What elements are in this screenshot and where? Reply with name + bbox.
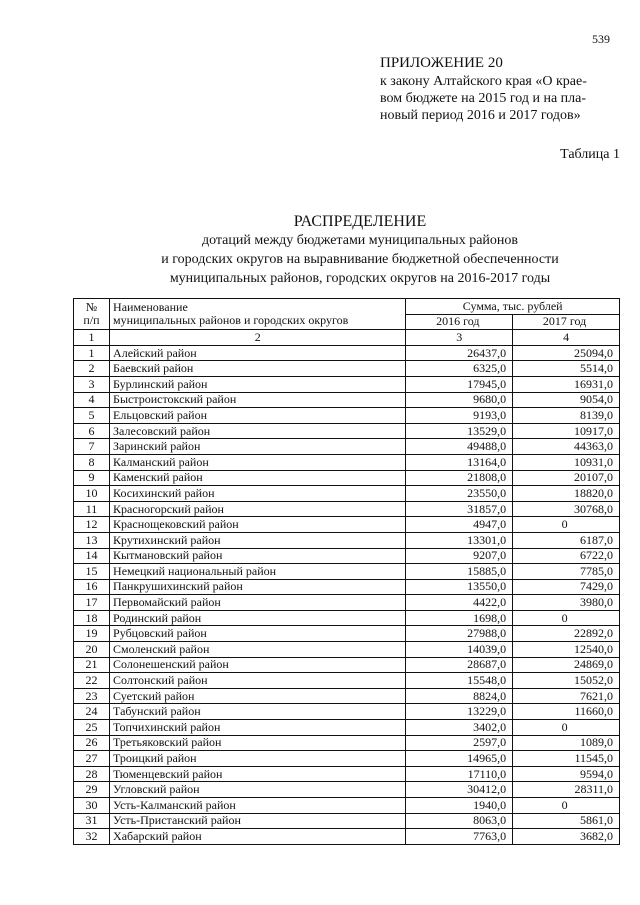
row-number: 5: [74, 408, 110, 424]
row-number: 24: [74, 704, 110, 720]
row-district-name: Первомайский район: [110, 595, 406, 611]
row-district-name: Залесовский район: [110, 423, 406, 439]
appendix-heading: ПРИЛОЖЕНИЕ 20: [380, 55, 503, 71]
row-value-2017: 9054,0: [513, 392, 620, 408]
row-value-2016: 6325,0: [406, 361, 513, 377]
row-number: 13: [74, 532, 110, 548]
row-value-2016: 28687,0: [406, 657, 513, 673]
header-sum: Сумма, тыс. рублей: [406, 299, 620, 315]
row-value-2017: 24869,0: [513, 657, 620, 673]
row-value-2016: 4947,0: [406, 517, 513, 533]
row-value-2016: 13550,0: [406, 579, 513, 595]
row-district-name: Кытмановский район: [110, 548, 406, 564]
row-number: 8: [74, 454, 110, 470]
row-district-name: Усть-Калманский район: [110, 798, 406, 814]
row-value-2017: 44363,0: [513, 439, 620, 455]
column-numbers-row: [74, 330, 620, 346]
row-value-2017: 0: [513, 798, 620, 814]
title-line: муниципальных районов, городских округов на 2016-2017 годы: [169, 271, 551, 286]
row-value-2017: 5861,0: [513, 813, 620, 829]
row-value-2016: 9207,0: [406, 548, 513, 564]
header-year-2016: 2016 год: [406, 314, 513, 330]
row-number: 28: [74, 766, 110, 782]
row-district-name: Краснощековский район: [110, 517, 406, 533]
column-number: 2: [110, 330, 406, 346]
table-row: [74, 501, 620, 517]
row-number: 11: [74, 501, 110, 517]
row-value-2016: 13164,0: [406, 454, 513, 470]
header-year-2017: 2017 год: [513, 314, 620, 330]
table-row: [74, 392, 620, 408]
row-district-name: Усть-Пристанский район: [110, 813, 406, 829]
row-district-name: Третьяковский район: [110, 735, 406, 751]
header-name: [110, 299, 406, 330]
row-value-2017: 10917,0: [513, 423, 620, 439]
row-district-name: Топчихинский район: [110, 720, 406, 736]
row-value-2016: 13229,0: [406, 704, 513, 720]
row-value-2016: 3402,0: [406, 720, 513, 736]
row-value-2017: 18820,0: [513, 486, 620, 502]
table-row: [74, 626, 620, 642]
distribution-table: [73, 298, 620, 845]
row-value-2016: 8063,0: [406, 813, 513, 829]
row-district-name: Баевский район: [110, 361, 406, 377]
row-value-2017: 6187,0: [513, 532, 620, 548]
row-number: 18: [74, 610, 110, 626]
table-row: [74, 829, 620, 845]
table-row: [74, 361, 620, 377]
row-number: 6: [74, 423, 110, 439]
row-number: 23: [74, 688, 110, 704]
row-district-name: Рубцовский район: [110, 626, 406, 642]
table-row: [74, 532, 620, 548]
table-row: [74, 376, 620, 392]
row-value-2016: 15548,0: [406, 673, 513, 689]
appendix-line: новый период 2016 и 2017 годов»: [380, 108, 581, 123]
table-row: [74, 517, 620, 533]
column-number: 3: [406, 330, 513, 346]
table-row: [74, 688, 620, 704]
table-row: [74, 579, 620, 595]
row-number: 19: [74, 626, 110, 642]
table-row: [74, 782, 620, 798]
table-row: [74, 564, 620, 580]
row-value-2016: 15885,0: [406, 564, 513, 580]
row-number: 16: [74, 579, 110, 595]
row-value-2016: 49488,0: [406, 439, 513, 455]
row-number: 25: [74, 720, 110, 736]
row-number: 32: [74, 829, 110, 845]
row-value-2017: 22892,0: [513, 626, 620, 642]
header-num-line2: п/п: [83, 313, 100, 328]
table-row: [74, 673, 620, 689]
table-header-row: [74, 299, 620, 315]
row-number: 15: [74, 564, 110, 580]
row-value-2017: 11660,0: [513, 704, 620, 720]
table-row: [74, 486, 620, 502]
row-value-2016: 8824,0: [406, 688, 513, 704]
row-value-2016: 4422,0: [406, 595, 513, 611]
row-number: 2: [74, 361, 110, 377]
row-value-2016: 27988,0: [406, 626, 513, 642]
row-number: 4: [74, 392, 110, 408]
row-value-2017: 30768,0: [513, 501, 620, 517]
row-value-2016: 9680,0: [406, 392, 513, 408]
row-number: 17: [74, 595, 110, 611]
appendix-line: к закону Алтайского края «О крае-: [380, 74, 587, 89]
row-number: 26: [74, 735, 110, 751]
title-line: и городских округов на выравнивание бюджетной обеспеченности: [161, 252, 559, 267]
row-district-name: Каменский район: [110, 470, 406, 486]
table-row: [74, 798, 620, 814]
row-district-name: Хабарский район: [110, 829, 406, 845]
row-district-name: Быстроистокский район: [110, 392, 406, 408]
table-row: [74, 470, 620, 486]
row-district-name: Суетский район: [110, 688, 406, 704]
table-row: [74, 454, 620, 470]
row-district-name: Красногорский район: [110, 501, 406, 517]
table-row: [74, 813, 620, 829]
row-number: 22: [74, 673, 110, 689]
header-name-line2: муниципальных районов и городских округов: [113, 313, 349, 328]
appendix-line: вом бюджете на 2015 год и на пла-: [380, 91, 587, 106]
row-district-name: Троицкий район: [110, 751, 406, 767]
table-row: [74, 408, 620, 424]
row-value-2017: 8139,0: [513, 408, 620, 424]
row-district-name: Тюменцевский район: [110, 766, 406, 782]
table-row: [74, 642, 620, 658]
row-value-2016: 9193,0: [406, 408, 513, 424]
row-value-2016: 30412,0: [406, 782, 513, 798]
row-value-2016: 7763,0: [406, 829, 513, 845]
row-value-2016: 13529,0: [406, 423, 513, 439]
row-value-2016: 17945,0: [406, 376, 513, 392]
table-row: [74, 345, 620, 361]
appendix-block: [380, 55, 620, 124]
table-row: [74, 595, 620, 611]
row-value-2016: 21808,0: [406, 470, 513, 486]
row-value-2016: 17110,0: [406, 766, 513, 782]
row-value-2017: 3682,0: [513, 829, 620, 845]
table-row: [74, 657, 620, 673]
row-number: 21: [74, 657, 110, 673]
row-value-2017: 7621,0: [513, 688, 620, 704]
header-num: [74, 299, 110, 330]
row-district-name: Табунский район: [110, 704, 406, 720]
row-district-name: Немецкий национальный район: [110, 564, 406, 580]
row-district-name: Угловский район: [110, 782, 406, 798]
row-number: 10: [74, 486, 110, 502]
row-number: 9: [74, 470, 110, 486]
table-row: [74, 548, 620, 564]
row-district-name: Панкрушихинский район: [110, 579, 406, 595]
table-label: Таблица 1: [560, 147, 620, 162]
row-value-2017: 15052,0: [513, 673, 620, 689]
row-district-name: Солтонский район: [110, 673, 406, 689]
row-value-2017: 25094,0: [513, 345, 620, 361]
row-number: 31: [74, 813, 110, 829]
row-value-2017: 0: [513, 517, 620, 533]
row-district-name: Ельцовский район: [110, 408, 406, 424]
title-line: дотаций между бюджетами муниципальных районов: [201, 233, 519, 248]
table-row: [74, 735, 620, 751]
table-row: [74, 766, 620, 782]
page-number: 539: [592, 32, 610, 46]
row-value-2016: 23550,0: [406, 486, 513, 502]
row-district-name: Косихинский район: [110, 486, 406, 502]
table-row: [74, 439, 620, 455]
row-value-2016: 14039,0: [406, 642, 513, 658]
row-value-2016: 1698,0: [406, 610, 513, 626]
row-value-2017: 28311,0: [513, 782, 620, 798]
row-number: 27: [74, 751, 110, 767]
row-value-2016: 2597,0: [406, 735, 513, 751]
row-value-2017: 11545,0: [513, 751, 620, 767]
row-value-2016: 31857,0: [406, 501, 513, 517]
table-body: [74, 345, 620, 844]
row-value-2017: 1089,0: [513, 735, 620, 751]
row-value-2017: 0: [513, 720, 620, 736]
row-number: 20: [74, 642, 110, 658]
row-number: 29: [74, 782, 110, 798]
row-district-name: Крутихинский район: [110, 532, 406, 548]
row-district-name: Родинский район: [110, 610, 406, 626]
row-district-name: Смоленский район: [110, 642, 406, 658]
row-number: 1: [74, 345, 110, 361]
row-value-2016: 14965,0: [406, 751, 513, 767]
row-value-2017: 0: [513, 610, 620, 626]
row-number: 3: [74, 376, 110, 392]
row-value-2016: 1940,0: [406, 798, 513, 814]
row-number: 30: [74, 798, 110, 814]
row-district-name: Алейский район: [110, 345, 406, 361]
row-district-name: Бурлинский район: [110, 376, 406, 392]
table-row: [74, 423, 620, 439]
row-district-name: Солонешенский район: [110, 657, 406, 673]
row-value-2017: 9594,0: [513, 766, 620, 782]
row-value-2017: 6722,0: [513, 548, 620, 564]
column-number: 4: [513, 330, 620, 346]
row-value-2017: 7785,0: [513, 564, 620, 580]
row-value-2017: 3980,0: [513, 595, 620, 611]
row-value-2017: 16931,0: [513, 376, 620, 392]
table-row: [74, 610, 620, 626]
header-name-line1: Наименование: [113, 300, 188, 315]
row-value-2016: 13301,0: [406, 532, 513, 548]
column-number: 1: [74, 330, 110, 346]
row-number: 14: [74, 548, 110, 564]
row-value-2017: 5514,0: [513, 361, 620, 377]
row-value-2017: 12540,0: [513, 642, 620, 658]
row-number: 7: [74, 439, 110, 455]
table-row: [74, 704, 620, 720]
title-main: РАСПРЕДЕЛЕНИЕ: [293, 213, 427, 230]
row-value-2017: 7429,0: [513, 579, 620, 595]
table-row: [74, 720, 620, 736]
row-number: 12: [74, 517, 110, 533]
document-title: [100, 212, 620, 288]
row-district-name: Заринский район: [110, 439, 406, 455]
table-row: [74, 751, 620, 767]
row-value-2017: 10931,0: [513, 454, 620, 470]
header-num-line1: №: [85, 300, 98, 315]
row-value-2016: 26437,0: [406, 345, 513, 361]
row-value-2017: 20107,0: [513, 470, 620, 486]
row-district-name: Калманский район: [110, 454, 406, 470]
